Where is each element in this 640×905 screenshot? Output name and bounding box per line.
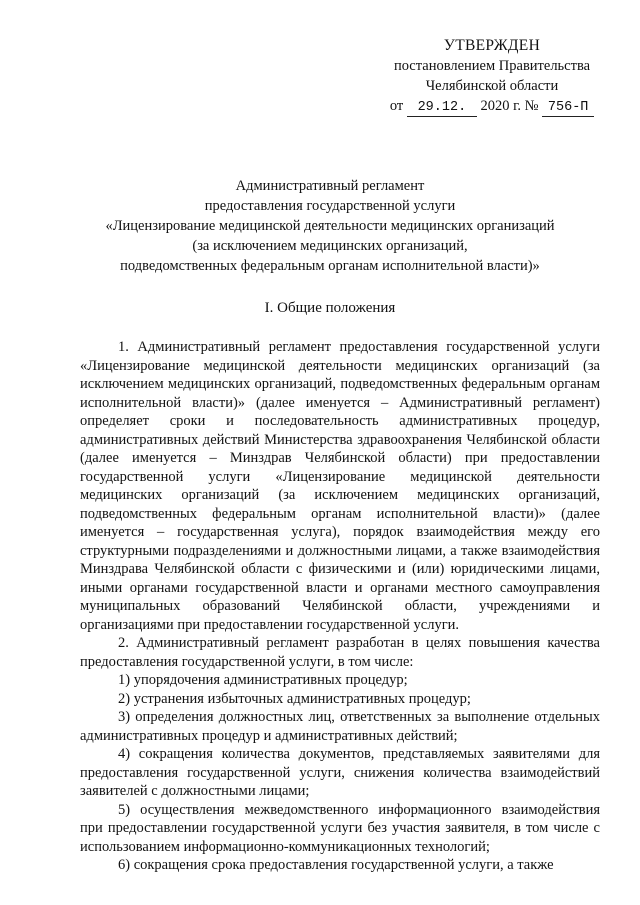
regulation-title-line: (за исключением медицинских организаций,	[192, 238, 468, 254]
approval-number-value: 756-П	[542, 100, 594, 117]
approval-line-1: постановлением Правительства	[393, 58, 591, 74]
regulation-title-line: «Лицензирование медицинской деятельности медицинских организаций	[105, 218, 555, 234]
approval-stamp	[372, 36, 612, 117]
list-item: 6) сокращения срока предоставления государственной услуги, а также	[118, 857, 554, 873]
list-item: 5) осуществления межведомственного информационного взаимодействия при предоставлении государственной услуги без участия заявителя, в том числе с использованием информационно-коммуникационных технологий;	[80, 801, 600, 855]
paragraph: 2. Административный регламент разработан в целях повышения качества предоставления государственной услуги, в том числе:	[80, 635, 600, 670]
regulation-title-line: подведомственных федеральным органам исполнительной власти)»	[120, 258, 540, 274]
list-item: 4) сокращения количества документов, представляемых заявителями для предоставления государственной услуги, снижения количества взаимодействий заявителей с должностными лицами;	[80, 746, 600, 799]
regulation-title	[60, 176, 600, 276]
approval-date-line	[372, 96, 612, 117]
date-suffix: 2020 г. №	[480, 98, 539, 114]
approval-date-value: 29.12.	[407, 100, 477, 117]
paragraph: 1. Административный регламент предоставления государственной услуги «Лицензирование медицинской деятельности медицинских организаций (за исключением медицинских организаций, подведомственных федеральным органам исполнительной власти)» (далее именуется – Административный регламент) определяет сроки и последовательность административных процедур, административных действий Министерства здравоохранения Челябинской области (далее именуется – Минздрав Челябинской области) при предоставлении государственной услуги «Лицензирование медицинской деятельности медицинских организаций (за исключением медицинских организаций, подведомственных федеральным органам исполнительной власти)» (далее именуется – государственная услуга), порядок взаимодействия между его структурными подразделениями и должностными лицами, а также взаимодействия Минздрава Челябинской области с физическими и (или) юридическими лицами, иными органами государственной власти и органами местного самоуправления муниципальных образований Челябинской области, учреждениями и организациями при предоставлении государственной услуги.	[80, 339, 600, 633]
approval-line-2: Челябинской области	[425, 78, 559, 94]
list-item: 1) упорядочения административных процедур;	[118, 672, 408, 688]
regulation-title-line: Административный регламент	[235, 178, 425, 194]
date-prefix: от	[389, 98, 404, 114]
section-heading: I. Общие положения	[264, 300, 396, 316]
document-body	[80, 338, 600, 875]
approval-title: УТВЕРЖДЕН	[443, 37, 541, 54]
regulation-title-line: предоставления государственной услуги	[204, 198, 456, 214]
list-item: 2) устранения избыточных административных процедур;	[118, 690, 471, 707]
list-item: 3) определения должностных лиц, ответственных за выполнение отдельных административных процедур и административных действий;	[80, 709, 600, 744]
